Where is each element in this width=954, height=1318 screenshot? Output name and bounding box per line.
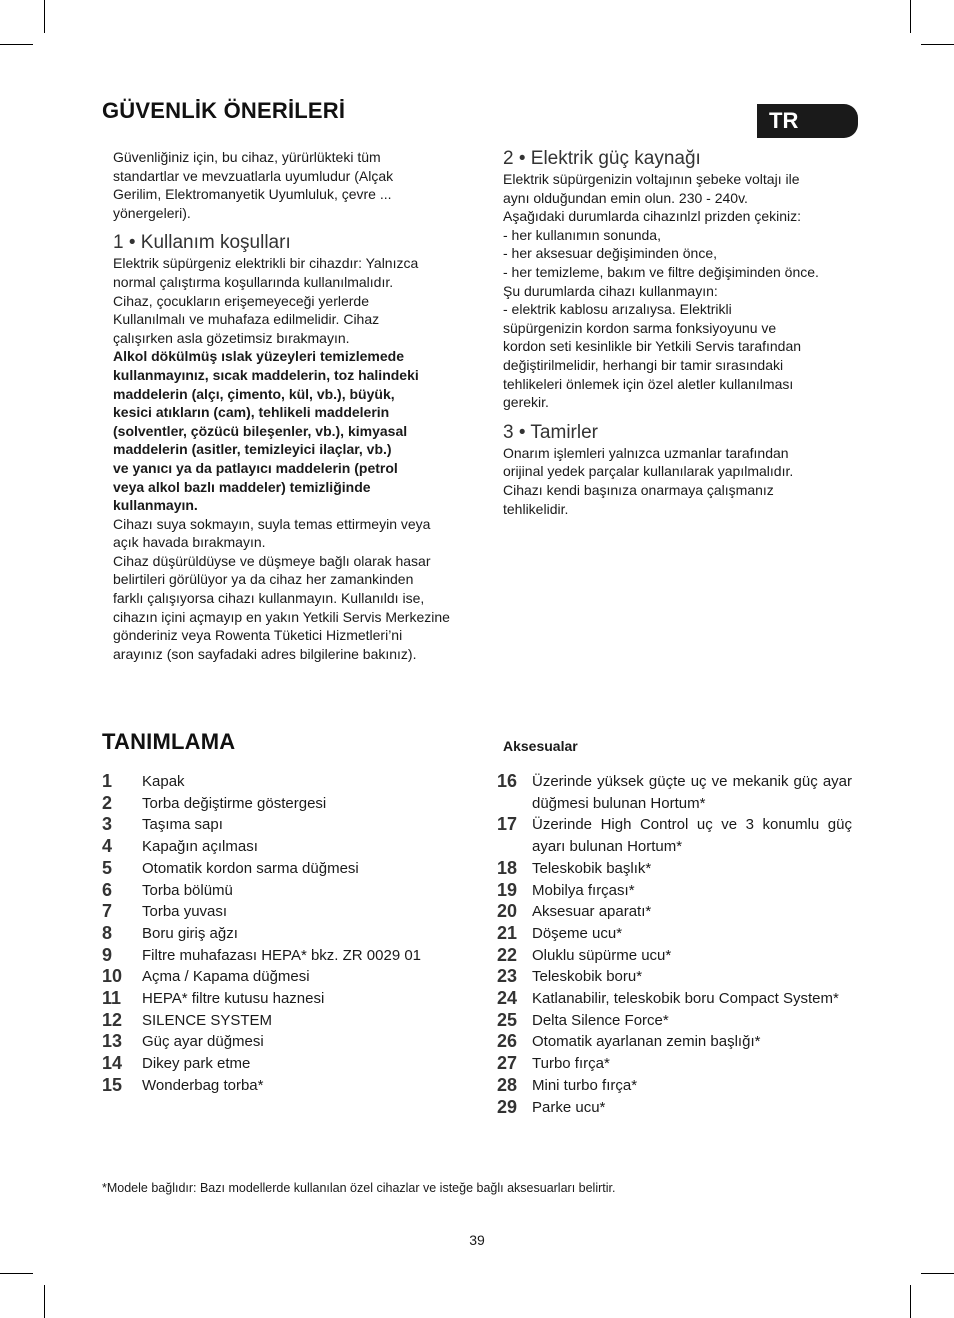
section-1-warning: Alkol dökülmüş ıslak yüzeyleri temizlemede kullanmayınız, sıcak maddelerin, toz halindeki maddelerin (alçı, çimento, kül, vb.), büyük, kesici atıkların (cam), tehlikeli maddelerin (solventler, çözücü bileşenler, vb.), kimyasal maddelerin (asitler, temizleyici ilaçlar, vb.) ve yanıcı ya da patlayıcı maddelerin (petrol veya alkol bazlı maddeler) temizliğinde kullanmayın. <box>113 348 419 514</box>
list-item: 14 Dikey park etme <box>102 1053 251 1074</box>
section-1-title: 1 • Kullanım koşulları <box>113 232 291 254</box>
section-3-title: 3 • Tamirler <box>503 421 598 443</box>
list-item: 10 Açma / Kapama düğmesi <box>102 966 310 987</box>
list-item: 24 Katlanabilir, teleskobik boru Compact System* <box>497 988 839 1009</box>
section-1-text-continued: Cihazı suya sokmayın, suyla temas ettirmeyin veya açık havada bırakmayın. Cihaz düşürüldüyse ve düşmeye bağlı olarak hasar belirtileri görülüyor ya da cihaz her zamankinden farklı çalışıyorsa cihazı kullanmayın. Kullanıldı ise, cihazın içini açmayıp en yakın Yetkili Servis Merkezine gönderiniz veya Rowenta Tüketici Hizmetleri’ni arayınız (son sayfadaki adres bilgilerine bakınız). <box>113 515 450 662</box>
list-item: 1 Kapak <box>102 771 185 791</box>
accessories-title: Aksesualar <box>503 738 578 754</box>
section-2-title: 2 • Elektrik güç kaynağı <box>503 148 701 169</box>
list-item: 3 Taşıma sapı <box>102 814 223 835</box>
parts-list <box>102 771 472 1097</box>
crop-mark <box>921 44 954 45</box>
footnote: *Modele bağlıdır: Bazı modellerde kullanılan özel cihazlar ve isteğe bağlı aksesuarları belirtir. <box>102 1181 616 1195</box>
section-3-text: Onarım işlemleri yalnızca uzmanlar tarafından orijinal yedek parçalar kullanılarak yapılmalıdır. Cihazı kendi başınıza onarmaya çalışmanız tehlikelidir. <box>503 444 794 517</box>
safety-right-column <box>503 148 863 518</box>
list-item: 2 Torba değiştirme göstergesi <box>102 792 327 813</box>
list-item: 7 Torba yuvası <box>102 901 228 922</box>
list-item: 13 Güç ayar düğmesi <box>102 1031 264 1052</box>
list-item: 15 Wonderbag torba* <box>102 1074 264 1095</box>
crop-mark <box>0 1273 33 1274</box>
safety-left-column <box>113 148 473 663</box>
description-title: TANIMLAMA <box>102 729 236 754</box>
list-item: 11 HEPA* filtre kutusu haznesi <box>102 988 325 1009</box>
section-2-text: Elektrik süpürgenizin voltajının şebeke voltajı ile aynı olduğundan emin olun. 230 - 240v. Aşağıdaki durumlarda cihazınlzl prizden çekiniz: - her kullanımın sonunda, - her aksesuar değişiminden önce, - her temizleme, bakım ve filtre değişiminden önce. Şu durumlarda cihazı kullanmayın: - elektrik kablosu arızalıysa. Elektrikli süpürgenizin kordon sarma fonksiyoyunu ve kordon seti kesinlikle bir Yetkili Servis tarafından değiştirilmelidir, herhangi bir tamir sırasındaki tehlikeleri önlemek için özel aletler kullanılması gerekir. <box>503 171 819 411</box>
list-item: 25 Delta Silence Force* <box>497 1009 669 1030</box>
list-item: 27 Turbo fırça* <box>497 1053 610 1074</box>
crop-mark <box>910 1285 911 1318</box>
crop-mark <box>44 1285 45 1318</box>
crop-mark <box>0 44 33 45</box>
list-item: 21 Döşeme ucu* <box>497 922 623 943</box>
crop-mark <box>910 0 911 33</box>
language-badge: TR <box>757 104 858 138</box>
accessories-list <box>497 771 852 1118</box>
list-item: 16 Üzerinde yüksek güçte uç ve mekanik güç ayar düğmesi bulunan Hortum* <box>497 771 852 812</box>
crop-mark <box>44 0 45 33</box>
list-item: 9 Filtre muhafazası HEPA* bkz. ZR 0029 01 <box>102 944 422 965</box>
list-item: 26 Otomatik ayarlanan zemin başlığı* <box>497 1031 761 1052</box>
crop-mark <box>921 1273 954 1274</box>
list-item: 17 Üzerinde High Control uç ve 3 konumlu güç ayarı bulunan Hortum* <box>497 814 852 856</box>
list-item: 8 Boru giriş ağzı <box>102 922 238 943</box>
list-item: 18 Teleskobik başlık* <box>497 857 652 878</box>
list-item: 22 Oluklu süpürme ucu* <box>497 944 672 965</box>
section-1-text: Elektrik süpürgeniz elektrikli bir cihazdır: Yalnızca normal çalıştırma koşullarında kullanılmalıdır. Cihaz, çocukların erişemeyeceği yerlerde Kullanılmalı ve muhafaza edilmelidir. Cihaz çalışırken asla gözetimsiz bırakmayın. <box>113 255 419 346</box>
list-item: 12 SILENCE SYSTEM <box>102 1009 273 1030</box>
list-item: 20 Aksesuar aparatı* <box>497 901 652 922</box>
list-item: 29 Parke ucu* <box>497 1096 606 1117</box>
list-item: 19 Mobilya fırçası* <box>497 879 635 900</box>
list-item: 5 Otomatik kordon sarma düğmesi <box>102 857 359 878</box>
page-number: 39 <box>469 1232 485 1248</box>
list-item: 23 Teleskobik boru* <box>497 966 643 987</box>
list-item: 28 Mini turbo fırça* <box>497 1074 638 1095</box>
safety-intro: Güvenliğiniz için, bu cihaz, yürürlükteki tüm standartlar ve mevzuatlarla uyumludur (Alçak Gerilim, Elektromanyetik Uyumluluk, çevre ... yönergeleri). <box>113 149 394 221</box>
list-item: 4 Kapağın açılması <box>102 836 258 857</box>
list-item: 6 Torba bölümü <box>102 879 233 900</box>
page-title: GÜVENLİK ÖNERİLERİ <box>102 98 346 123</box>
